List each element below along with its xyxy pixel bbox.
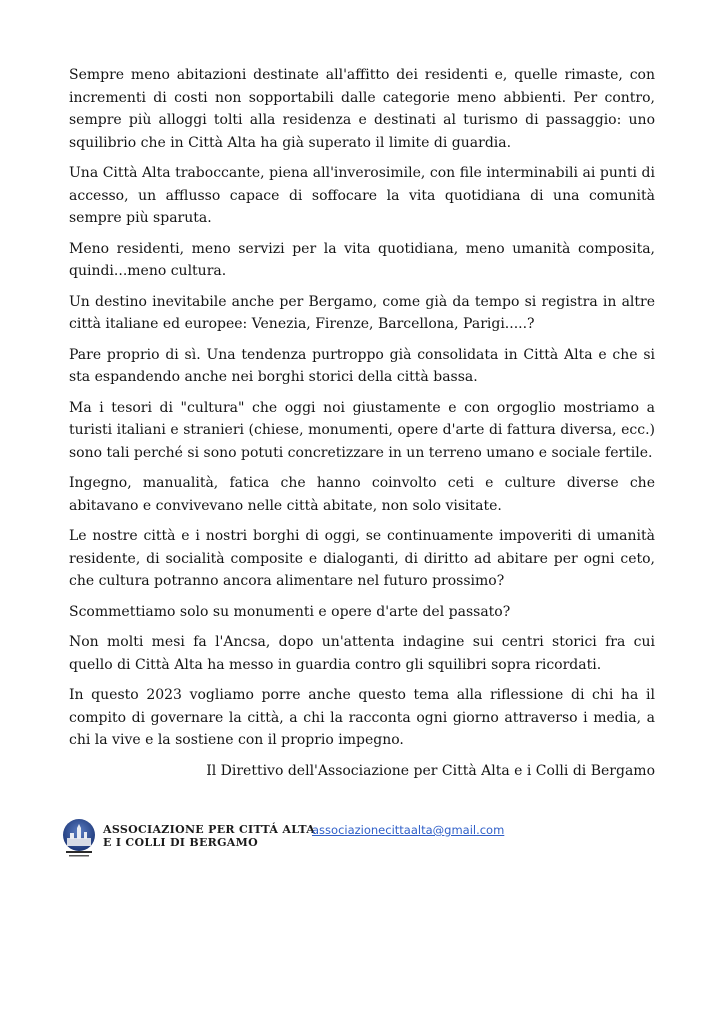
association-logo-icon [62,818,96,860]
organization-name-line-1: ASSOCIAZIONE PER CITTÁ ALTA [103,823,316,836]
paragraph-11: In questo 2023 vogliamo porre anche questo tema alla riflessione di chi ha il compito di governare la città, a chi la racconta ogni giorno attraverso i media, a chi la vive e la sostiene con il proprio impegno. [69,687,655,748]
paragraph-3: Meno residenti, meno servizi per la vita quotidiana, meno umanità composita, quindi...meno cultura. [69,240,655,279]
letter-body [69,64,655,782]
paragraph-7: Ingegno, manualità, fatica che hanno coinvolto ceti e culture diverse che abitavano e convivevano nelle città abitate, non solo visitate. [69,475,655,514]
organization-name-line-2: E I COLLI DI BERGAMO [103,836,258,849]
paragraph-1: Sempre meno abitazioni destinate all'affitto dei residenti e, quelle rimaste, con incrementi di costi non sopportabili dalle categorie meno abbienti. Per contro, sempre più alloggi tolti alla residenza e destinati al turismo di passaggio: uno squilibrio che in Città Alta ha già superato il limite di guardia. [69,67,655,151]
paragraph-5: Pare proprio di sì. Una tendenza purtroppo già consolidata in Città Alta e che si sta espandendo anche nei borghi storici della città bassa. [69,346,655,385]
paragraph-6: Ma i tesori di "cultura" che oggi noi giustamente e con orgoglio mostriamo a turisti italiani e stranieri (chiese, monumenti, opere d'arte di fattura diversa, ecc.) sono tali perché si sono potuti concretizzare in un terreno umano e sociale fertile. [69,399,655,461]
paragraph-8: Le nostre città e i nostri borghi di oggi, se continuamente impoveriti di umanità residente, di socialità composite e dialoganti, di diritto ad abitare per ogni ceto, che cultura potranno ancora alimentare nel futuro prossimo? [69,528,655,589]
signature: Il Direttivo dell'Associazione per Città Alta e i Colli di Bergamo [206,762,655,779]
paragraph-2: Una Città Alta traboccante, piena all'inverosimile, con file interminabili ai punti di accesso, un afflusso capace di soffocare la vita quotidiana di una comunità sempre più sparuta. [69,165,655,226]
paragraph-9: Scommettiamo solo su monumenti e opere d'arte del passato? [69,603,511,620]
organization-name [103,823,315,849]
paragraph-10: Non molti mesi fa l'Ancsa, dopo un'attenta indagine sui centri storici fra cui quello di Città Alta ha messo in guardia contro gli squilibri sopra ricordati. [69,634,655,673]
email-link[interactable]: associazionecittaalta@gmail.com [312,823,505,837]
paragraph-4: Un destino inevitabile anche per Bergamo, come già da tempo si registra in altre città italiane ed europee: Venezia, Firenze, Barcellona, Parigi.....? [69,293,655,332]
footer [62,818,662,862]
